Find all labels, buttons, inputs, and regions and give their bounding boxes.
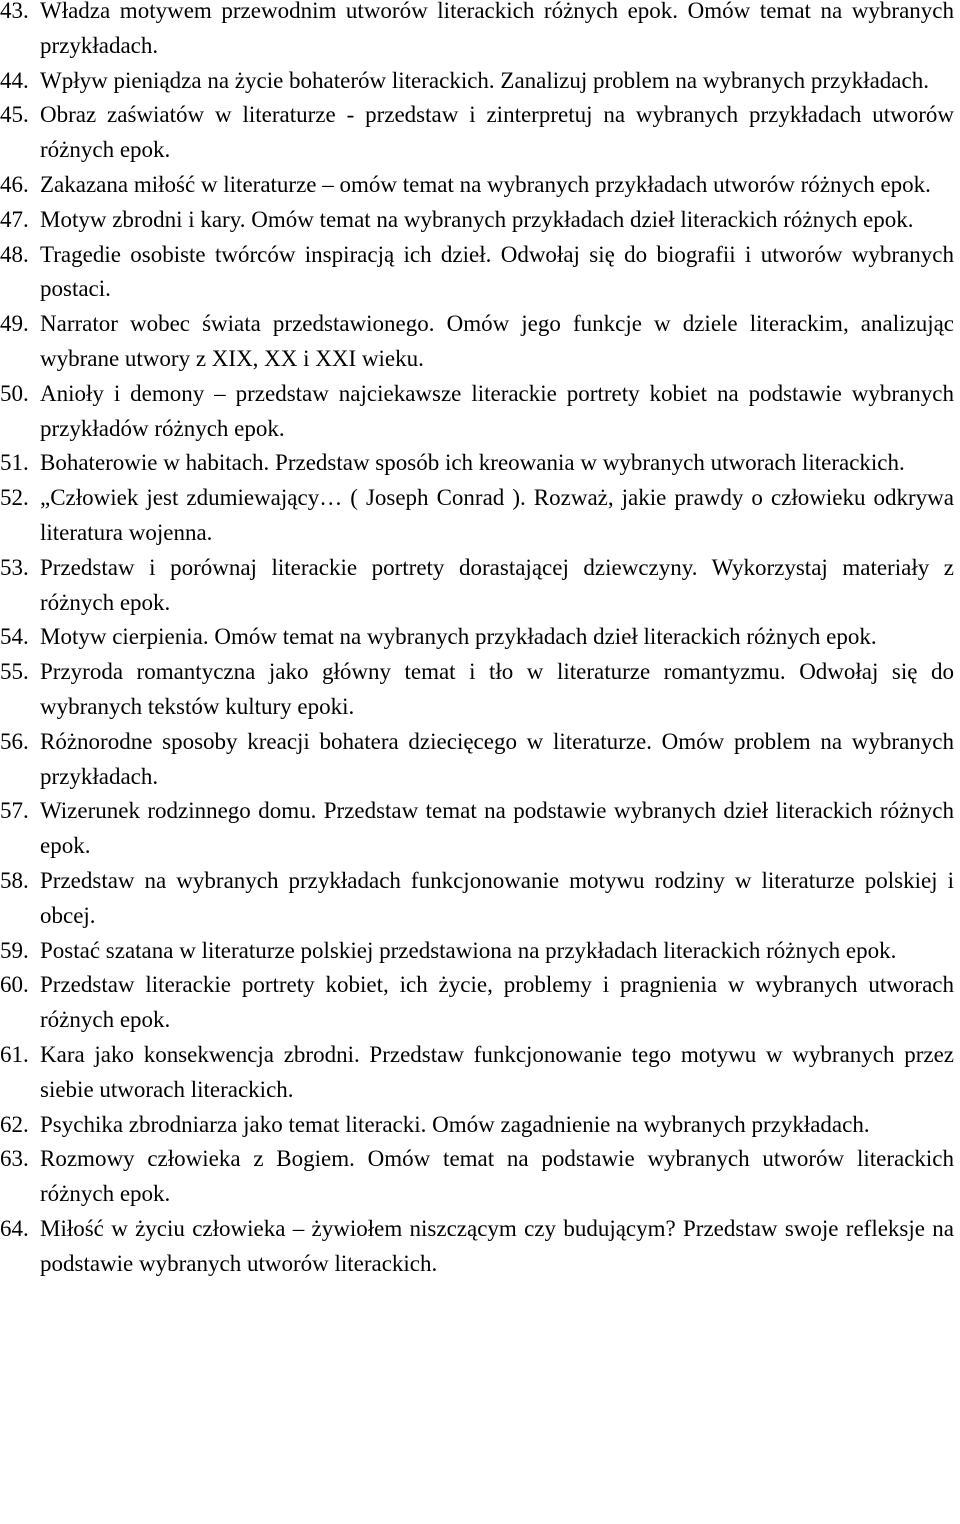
topic-number: 55. [0,659,29,685]
list-item [0,238,954,308]
topic-number: 64. [0,1215,29,1241]
topic-number: 48. [0,241,29,267]
topic-number: 61. [0,1041,29,1067]
topic-number: 62. [0,1111,29,1137]
topic-number: 49. [0,311,29,337]
topic-number: 45. [0,102,29,128]
topic-text: Przyroda romantyczna jako główny temat i tło w literaturze romantyzmu. Odwołaj się do wybranych tekstów kultury epoki. [40,659,954,719]
topic-text: Przedstaw na wybranych przykładach funkcjonowanie motywu rodziny w literaturze polskiej i obcej. [40,867,954,928]
topic-number: 52. [0,485,29,511]
list-item [0,725,954,795]
topic-number: 53. [0,554,29,580]
topic-text: Kara jako konsekwencja zbrodni. Przedstaw funkcjonowanie tego motywu w wybranych przez siebie utworach literackich. [40,1041,954,1102]
topic-text: Bohaterowie w habitach. Przedstaw sposób ich kreowania w wybranych utworach literackich. [40,450,905,476]
list-item [0,551,954,621]
topic-number: 47. [0,206,29,232]
list-item [0,655,954,725]
list-item [0,168,954,203]
topic-number: 46. [0,171,29,197]
list-item [0,620,954,655]
topic-number: 51. [0,450,29,476]
topic-text: Miłość w życiu człowieka – żywiołem niszczącym czy budującym? Przedstaw swoje refleksje na podstawie wybranych utworów literackich. [40,1215,954,1276]
topic-number: 56. [0,728,29,754]
topic-text: Obraz zaświatów w literaturze - przedstaw i zinterpretuj na wybranych przykładach utworów różnych epok. [40,102,954,163]
topic-text: Przedstaw literackie portrety kobiet, ich życie, problemy i pragnienia w wybranych utworach różnych epok. [40,972,954,1033]
list-item [0,377,954,447]
topic-text: Władza motywem przewodnim utworów literackich różnych epok. Omów temat na wybranych przykładach. [40,0,954,58]
topic-text: Wizerunek rodzinnego domu. Przedstaw temat na podstawie wybranych dzieł literackich różnych epok. [40,798,954,859]
list-item [0,1212,954,1282]
topic-number: 57. [0,798,29,824]
list-item [0,968,954,1038]
topic-number: 59. [0,937,29,963]
topic-text: Narrator wobec świata przedstawionego. Omów jego funkcje w dziele literackim, analizując wybrane utwory z XIX, XX i XXI wieku. [40,311,954,371]
topic-text: Zakazana miłość w literaturze – omów temat na wybranych przykładach utworów różnych epok. [40,171,931,197]
list-item [0,203,954,238]
list-item [0,1108,954,1143]
topic-number: 50. [0,380,29,406]
list-item [0,446,954,481]
list-item [0,98,954,168]
topic-text: Motyw zbrodni i kary. Omów temat na wybranych przykładach dzieł literackich różnych epok. [40,206,914,232]
list-item [0,0,954,64]
topic-text: Postać szatana w literaturze polskiej przedstawiona na przykładach literackich różnych epok. [40,937,897,963]
topic-text: Rozmowy człowieka z Bogiem. Omów temat na podstawie wybranych utworów literackich różnych epok. [40,1146,954,1207]
topic-text: Przedstaw i porównaj literackie portrety dorastającej dziewczyny. Wykorzystaj materiały z różnych epok. [40,554,954,615]
list-item [0,794,954,864]
list-item [0,307,954,377]
topic-number: 44. [0,67,29,93]
topic-text: Psychika zbrodniarza jako temat literacki. Omów zagadnienie na wybranych przykładach. [40,1111,870,1137]
topic-number: 43. [0,0,29,23]
topic-text: „Człowiek jest zdumiewający… ( Joseph Conrad ). Rozważ, jakie prawdy o człowieku odkrywa literatura wojenna. [40,485,954,545]
list-item [0,864,954,934]
topic-text: Motyw cierpienia. Omów temat na wybranych przykładach dzieł literackich różnych epok. [40,624,877,650]
topic-text: Wpływ pieniądza na życie bohaterów literackich. Zanalizuj problem na wybranych przykładach. [40,67,929,93]
topic-number: 54. [0,624,29,650]
topic-text: Anioły i demony – przedstaw najciekawsze literackie portrety kobiet na podstawie wybranych przykładów różnych epok. [40,380,954,441]
list-item [0,1038,954,1108]
topic-number: 63. [0,1146,29,1172]
list-item [0,1142,954,1212]
topic-text: Tragedie osobiste twórców inspiracją ich dzieł. Odwołaj się do biografii i utworów wybranych postaci. [40,241,954,302]
topic-text: Różnorodne sposoby kreacji bohatera dziecięcego w literaturze. Omów problem na wybranych przykładach. [40,728,954,789]
topic-number: 58. [0,867,29,893]
list-item [0,64,954,99]
list-item [0,934,954,969]
topic-number: 60. [0,972,29,998]
list-item [0,481,954,551]
